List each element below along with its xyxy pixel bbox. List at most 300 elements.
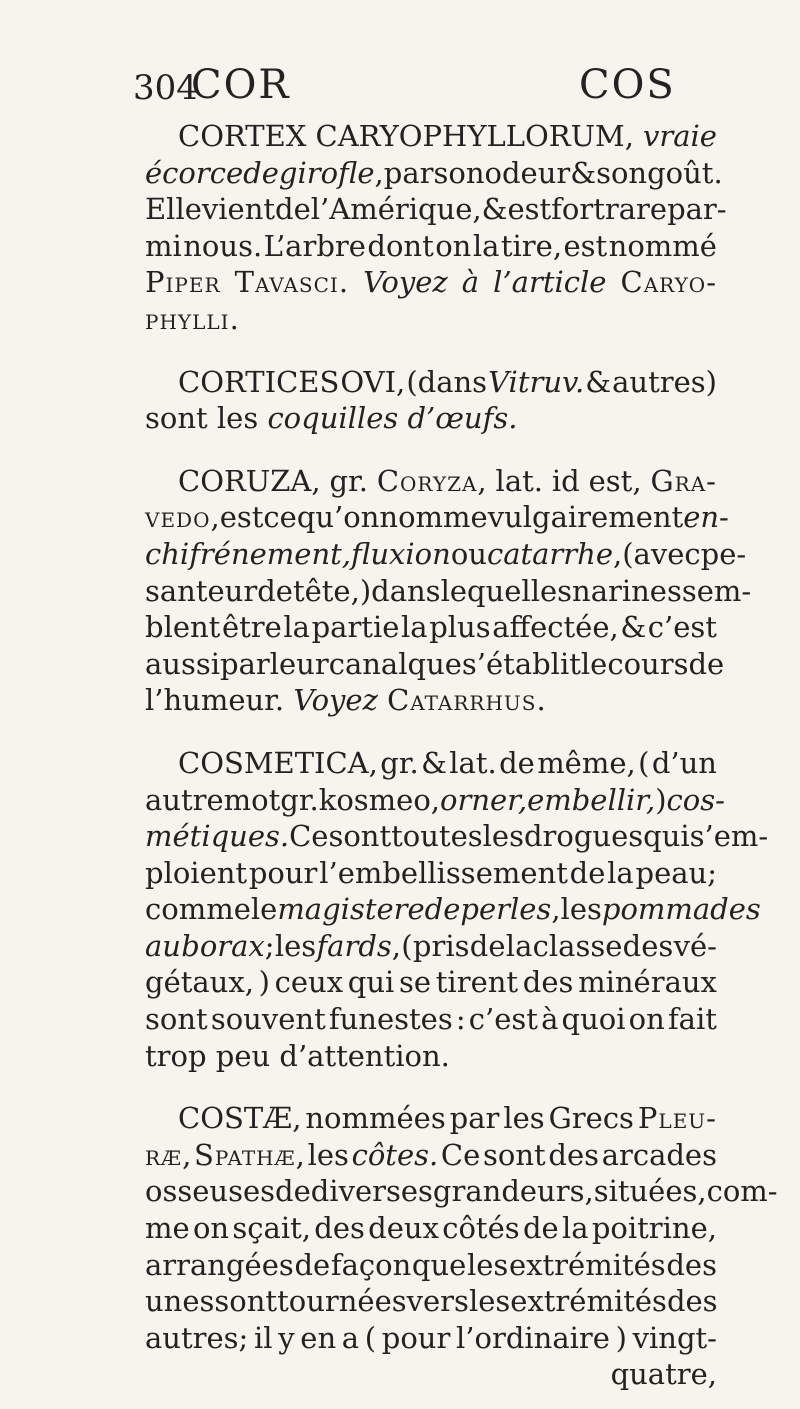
- word: [380, 745, 418, 782]
- word-part: que: [407, 646, 462, 681]
- word: [506, 928, 533, 965]
- word-part: des: [622, 928, 674, 963]
- word-part: leur: [269, 646, 329, 681]
- word-part: les: [467, 1247, 509, 1282]
- text-line: [145, 855, 717, 892]
- word-part: embellir,: [527, 782, 656, 817]
- word: [289, 818, 328, 855]
- word-part: pour: [381, 1320, 451, 1355]
- word: [329, 646, 408, 683]
- text-line: [145, 228, 717, 265]
- word: [441, 1137, 480, 1174]
- text-line: [145, 1356, 717, 1393]
- word-part: girofle: [278, 155, 375, 190]
- word: [585, 364, 611, 401]
- word-part: l’embellissement: [319, 855, 568, 890]
- word: [340, 364, 405, 401]
- word: [501, 228, 562, 265]
- word-part: drogues: [523, 819, 644, 854]
- word-part: est: [563, 228, 608, 263]
- word-part: ceux: [274, 965, 344, 1000]
- word: [280, 782, 318, 819]
- text-line: [145, 573, 752, 610]
- text-line: [145, 1038, 717, 1075]
- word-part: magistere: [277, 892, 425, 927]
- text-line: [145, 745, 717, 782]
- word: [636, 855, 717, 892]
- word: [483, 818, 524, 855]
- word-part: de: [275, 1174, 311, 1209]
- word: [499, 745, 535, 782]
- word: [433, 155, 484, 192]
- word: [312, 609, 400, 646]
- word-part: ,: [295, 1137, 305, 1172]
- word-part: à: [461, 265, 480, 300]
- word: [647, 155, 723, 192]
- word: [456, 1001, 466, 1038]
- word-part: Grecs: [548, 1101, 634, 1136]
- word-part: santeur: [145, 573, 258, 608]
- word-part: d’un: [651, 745, 717, 780]
- word: [460, 891, 560, 928]
- word-part: les: [560, 892, 602, 927]
- word: [524, 818, 643, 855]
- word-part: de: [469, 928, 506, 963]
- word-part: tête,: [292, 573, 360, 608]
- word-part: ce: [263, 500, 297, 535]
- word: [701, 536, 747, 573]
- word-part: est: [507, 192, 552, 227]
- word: [368, 1210, 439, 1247]
- word-part: les: [274, 928, 317, 963]
- word-part: on: [628, 1002, 665, 1037]
- word-part: L’arbre: [263, 228, 366, 263]
- word: [541, 1001, 558, 1038]
- text-line: [145, 400, 717, 437]
- word: [351, 536, 451, 573]
- text-line: [145, 782, 725, 819]
- word: [297, 499, 380, 536]
- word: [181, 928, 274, 965]
- text-run: trop peu d’attention.: [145, 1038, 450, 1073]
- running-header: [133, 62, 710, 112]
- word: [589, 463, 642, 500]
- word: [605, 191, 667, 228]
- word-part: minéraux: [578, 965, 717, 1000]
- word-part: l’article: [493, 265, 607, 300]
- word-part: de: [499, 745, 535, 780]
- word: [254, 1320, 273, 1357]
- word: [407, 1283, 469, 1320]
- text-line: [145, 301, 717, 338]
- word: [509, 1247, 666, 1284]
- word-part: ræ: [145, 1137, 183, 1172]
- word: [305, 1100, 445, 1137]
- word: [145, 1173, 275, 1210]
- word-part: ,: [210, 500, 220, 535]
- word: [655, 782, 666, 819]
- word-part: de: [424, 892, 461, 927]
- text-line: [145, 364, 717, 401]
- word: [643, 118, 717, 155]
- word-part: au: [145, 928, 181, 963]
- word: [329, 1001, 453, 1038]
- word: [592, 1210, 717, 1247]
- word-part: est,: [588, 463, 642, 498]
- word: [488, 364, 584, 401]
- word: [643, 818, 690, 855]
- word: [293, 573, 360, 610]
- word-part: écorce: [145, 155, 244, 190]
- word-part: ,: [551, 892, 561, 927]
- word-part: le: [580, 646, 608, 681]
- word-part: sont: [214, 1284, 278, 1319]
- word-part: vraie: [643, 119, 717, 153]
- word: [456, 1320, 610, 1357]
- word-part: c’est: [647, 610, 717, 645]
- word-part: la: [561, 1211, 589, 1246]
- word: [562, 1001, 626, 1038]
- text-line: [145, 1173, 778, 1210]
- word-part: pe-: [700, 536, 747, 571]
- word-part: ): [359, 573, 372, 608]
- word-part: nommé: [608, 228, 717, 263]
- page-body-text: [145, 118, 778, 1393]
- word-part: vulgairement: [487, 500, 684, 535]
- word: [243, 155, 279, 192]
- text-line: [145, 891, 761, 928]
- word-part: tire,: [500, 228, 563, 263]
- word: [467, 1247, 508, 1284]
- word-part: deux: [368, 1211, 439, 1246]
- word-part: sçait,: [232, 1211, 311, 1246]
- word-part: sont: [328, 819, 392, 854]
- word: [277, 891, 424, 928]
- word-part: vingt-: [632, 1320, 717, 1355]
- word-part: lat.: [449, 745, 497, 780]
- word-part: dans: [371, 573, 441, 608]
- word-part: aussi: [145, 646, 221, 681]
- text-line: [145, 818, 769, 855]
- word: [145, 1283, 214, 1320]
- word-part: côtes.: [351, 1137, 439, 1172]
- word: [145, 1001, 208, 1038]
- word-part: peau;: [635, 855, 717, 890]
- word-part: &: [585, 364, 612, 399]
- word: [707, 1173, 778, 1210]
- word-part: son: [596, 155, 648, 190]
- word: [294, 1247, 330, 1284]
- word: [382, 1320, 451, 1357]
- word: [264, 228, 366, 265]
- word: [596, 155, 647, 192]
- word-part: y: [278, 1320, 295, 1355]
- word-part: ,: [374, 155, 384, 190]
- text-line: [145, 1283, 717, 1320]
- word: [145, 855, 247, 892]
- word: [551, 191, 605, 228]
- word-part: de: [275, 192, 311, 227]
- word-part: extrémités: [510, 1284, 667, 1319]
- word: [570, 155, 596, 192]
- word: [561, 891, 602, 928]
- word: [469, 1001, 538, 1038]
- word: [319, 855, 568, 892]
- word: [202, 191, 275, 228]
- word-part: la: [607, 855, 634, 890]
- text-line: [145, 1100, 717, 1137]
- word-part: a: [341, 1320, 360, 1355]
- word: [652, 745, 717, 782]
- word: [145, 1247, 294, 1284]
- word-part: arcades: [601, 1137, 717, 1172]
- word: [145, 499, 220, 536]
- word: [379, 499, 487, 536]
- word-part: avec: [633, 536, 701, 571]
- word: [462, 646, 581, 683]
- word: [331, 1247, 411, 1284]
- word-part: &: [620, 610, 647, 645]
- word: [401, 609, 428, 646]
- word-part: nomme: [379, 500, 488, 535]
- paragraph-gap: [145, 1074, 717, 1100]
- word: [537, 745, 636, 782]
- word: [510, 1283, 667, 1320]
- word: [492, 609, 619, 646]
- word: [482, 191, 508, 228]
- word: [145, 928, 181, 965]
- text-line: [145, 964, 717, 1001]
- text-line: [145, 1247, 717, 1284]
- word: [425, 891, 461, 928]
- word-part: c’est: [468, 1002, 538, 1037]
- word-part: &: [570, 155, 597, 190]
- word-part: fait: [667, 1002, 717, 1037]
- word-part: kosmeo,: [318, 782, 441, 817]
- word: [633, 1320, 717, 1357]
- word: [360, 573, 371, 610]
- word: [674, 928, 717, 965]
- word-part: unes: [145, 1284, 215, 1319]
- word: [629, 1001, 665, 1038]
- word: [275, 191, 311, 228]
- word: [408, 646, 462, 683]
- text-line: [145, 536, 747, 573]
- word: [145, 1210, 190, 1247]
- word-part: se: [399, 965, 432, 1000]
- word: [384, 155, 434, 192]
- word: [145, 782, 224, 819]
- word-part: cours: [607, 646, 689, 681]
- word-part: COSMETICA,: [178, 745, 378, 780]
- word-part: chifrénement,: [145, 536, 352, 571]
- word: [682, 573, 751, 610]
- word: [612, 364, 717, 401]
- word-part: diverses: [310, 1174, 433, 1209]
- word: [311, 1173, 433, 1210]
- word: [145, 264, 221, 301]
- word: [275, 964, 343, 1001]
- word: [690, 818, 769, 855]
- word: [578, 964, 717, 1001]
- word: [451, 536, 487, 573]
- text-run: Voyez: [293, 683, 378, 718]
- word: [235, 264, 349, 301]
- word-part: des: [522, 965, 574, 1000]
- text-run: Catarrhus.: [387, 683, 547, 718]
- text-line: [145, 682, 717, 719]
- word: [194, 1137, 305, 1174]
- word-part: (: [364, 1320, 377, 1355]
- word-part: toutes: [391, 819, 483, 854]
- word: [469, 1283, 510, 1320]
- word-part: par-: [667, 192, 727, 227]
- word-part: tournées: [277, 1284, 407, 1319]
- word-part: vé-: [673, 928, 717, 963]
- word-part: ou: [450, 536, 487, 571]
- word: [145, 609, 220, 646]
- word: [413, 928, 470, 965]
- word-part: Tavasci.: [234, 265, 350, 300]
- word: [371, 573, 440, 610]
- word-part: Gra-: [650, 463, 717, 498]
- word: [503, 1100, 544, 1137]
- word-part: vedo: [145, 500, 211, 535]
- word: [232, 1210, 311, 1247]
- word: [440, 782, 527, 819]
- word: [436, 964, 518, 1001]
- word: [178, 364, 339, 401]
- word-part: ,: [613, 536, 623, 571]
- text-line: [145, 499, 729, 536]
- word: [549, 1100, 634, 1137]
- word-part: gétaux,: [145, 965, 254, 1000]
- word: [564, 228, 608, 265]
- word-part: dont: [367, 228, 434, 263]
- word: [183, 228, 262, 265]
- word: [145, 228, 182, 265]
- word-part: par: [220, 646, 270, 681]
- text-line: [145, 928, 717, 965]
- word: [145, 1137, 191, 1174]
- word-part: lequel: [440, 573, 531, 608]
- word-part: cos-: [666, 782, 725, 817]
- word-part: nous.: [183, 228, 263, 263]
- word-part: de: [688, 646, 725, 681]
- word-part: narines: [572, 573, 682, 608]
- word-part: fort: [551, 192, 605, 227]
- word: [620, 609, 646, 646]
- word: [145, 646, 220, 683]
- word: [666, 1247, 717, 1284]
- word-part: souvent: [210, 1002, 326, 1037]
- word-part: poitrine,: [591, 1211, 717, 1246]
- word: [623, 928, 674, 965]
- word-part: façon: [330, 1247, 412, 1282]
- text-line: [145, 1137, 717, 1174]
- word-part: Coryza: [376, 463, 478, 498]
- word: [178, 745, 378, 782]
- word: [570, 855, 606, 892]
- word-part: qui: [347, 965, 395, 1000]
- word: [314, 1210, 365, 1247]
- word-part: Ce: [440, 1137, 481, 1172]
- word-part: être: [221, 610, 282, 645]
- word-part: on: [435, 228, 472, 263]
- word: [263, 499, 296, 536]
- word: [145, 536, 351, 573]
- word-part: perles: [460, 892, 552, 927]
- word-part: ): [615, 1320, 627, 1355]
- word-part: mi: [145, 228, 182, 263]
- word-part: ,: [391, 928, 402, 963]
- word-part: extrémités: [509, 1247, 666, 1282]
- word-part: vers: [406, 1284, 469, 1319]
- word-part: des: [666, 1247, 717, 1282]
- word-part: qu’on: [296, 500, 380, 535]
- word: [224, 782, 281, 819]
- word-part: fluxion: [351, 536, 451, 571]
- word-part: autres): [612, 364, 717, 399]
- word: [406, 364, 487, 401]
- word: [222, 609, 282, 646]
- word-part: Voyez: [363, 265, 448, 300]
- text-run: l’humeur.: [145, 683, 294, 718]
- word-part: Piper: [145, 265, 221, 300]
- word-part: (: [638, 745, 650, 780]
- text-line: [145, 463, 717, 500]
- word-part: sem-: [681, 573, 752, 608]
- word-part: ,: [182, 1137, 192, 1172]
- word: [365, 1320, 376, 1357]
- word: [178, 1100, 301, 1137]
- word-part: de: [569, 855, 606, 890]
- text-run: quatre,: [610, 1357, 717, 1392]
- text-line: [145, 1210, 717, 1247]
- word: [178, 118, 306, 155]
- word-part: rare: [604, 192, 668, 227]
- word-part: affectée,: [492, 610, 619, 645]
- word-part: l’Amérique,: [310, 192, 482, 227]
- word: [145, 155, 243, 192]
- word-part: vient: [201, 192, 276, 227]
- word: [667, 782, 725, 819]
- word-part: de: [294, 1247, 331, 1282]
- word-part: osseuses: [145, 1174, 275, 1209]
- word-part: plus: [429, 610, 491, 645]
- word-part: des: [548, 1137, 599, 1172]
- text-run: phylli.: [145, 301, 240, 336]
- word-part: &: [481, 192, 508, 227]
- word-part: le: [250, 892, 278, 927]
- word: [145, 191, 202, 228]
- word: [449, 745, 496, 782]
- word: [433, 1173, 594, 1210]
- word-part: (: [401, 928, 413, 963]
- word: [391, 818, 483, 855]
- word-part: orner,: [440, 782, 528, 817]
- word: [257, 573, 293, 610]
- word-part: métiques.: [145, 819, 290, 854]
- text-line: [145, 155, 723, 192]
- word-part: COSTÆ,: [178, 1101, 302, 1136]
- word: [367, 228, 433, 265]
- word-part: borax: [181, 928, 265, 963]
- word: [616, 1320, 627, 1357]
- word-part: ;: [264, 928, 275, 963]
- word: [316, 928, 401, 965]
- word: [648, 609, 717, 646]
